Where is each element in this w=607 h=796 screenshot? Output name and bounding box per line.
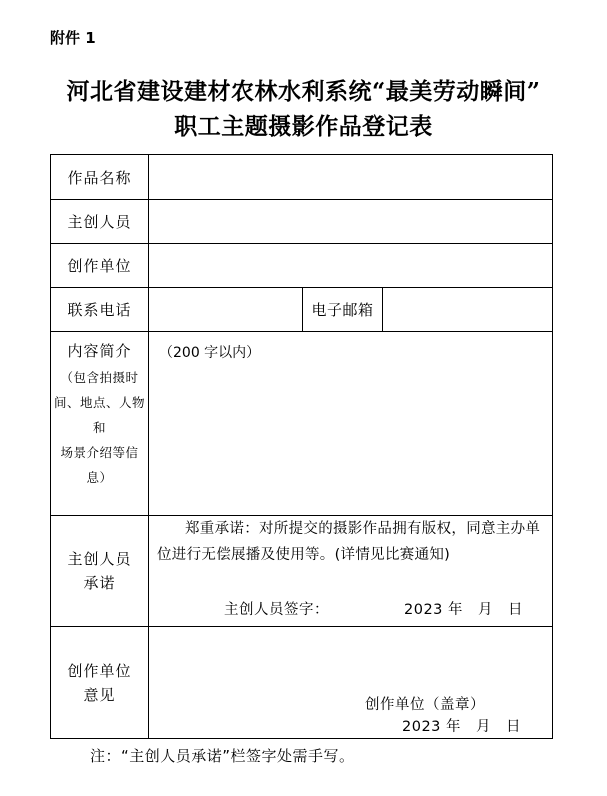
pledge-label-line1: 主创人员	[67, 550, 132, 568]
row-work-name	[51, 155, 553, 200]
row-pledge	[51, 516, 553, 627]
summary-hint-3: 场景介绍等信息）	[60, 445, 139, 485]
unit-seal-label: 创作单位（盖章）	[365, 697, 485, 713]
row-contact	[51, 288, 553, 332]
footnote: 注：“主创人员承诺”栏签字处需手写。	[90, 747, 355, 765]
row-creator	[51, 200, 553, 244]
work-name-label: 作品名称	[51, 155, 149, 200]
creator-label: 主创人员	[51, 200, 149, 244]
unit-opinion-field[interactable]	[149, 627, 553, 739]
work-name-field[interactable]	[149, 155, 553, 200]
summary-hint-2: 间、地点、人物和	[53, 395, 145, 435]
row-summary	[51, 332, 553, 516]
form-title-line2: 职工主题摄影作品登记表	[174, 113, 433, 140]
summary-hint-1: （包含拍摄时	[60, 370, 139, 385]
summary-placeholder: （200 字以内）	[159, 345, 261, 361]
pledge-cell	[149, 516, 553, 627]
pledge-text: 郑重承诺：对所提交的摄影作品拥有版权，同意主办单位进行无偿展播及使用等。(详情见比赛通知)	[157, 521, 541, 563]
unit-opinion-label-cell	[51, 627, 149, 739]
form-title-line1: 河北省建设建材农林水利系统“最美劳动瞬间”	[66, 78, 541, 105]
phone-field[interactable]	[149, 288, 303, 332]
row-unit-opinion	[51, 627, 553, 739]
summary-field[interactable]	[149, 332, 553, 516]
email-field[interactable]	[383, 288, 553, 332]
attachment-label: 附件 1	[50, 29, 96, 47]
summary-label-cell	[51, 332, 149, 516]
unit-opinion-label-line2: 意见	[83, 685, 116, 704]
creating-unit-label: 创作单位	[51, 244, 149, 288]
signature-date: 2023 年 月 日	[404, 602, 524, 618]
unit-opinion-label-line1: 创作单位	[67, 661, 132, 680]
summary-label: 内容简介	[67, 342, 132, 360]
creating-unit-field[interactable]	[149, 244, 553, 288]
email-label: 电子邮箱	[303, 288, 383, 332]
row-creating-unit	[51, 244, 553, 288]
unit-date: 2023 年 月 日	[402, 719, 522, 735]
signature-label: 主创人员签字：	[224, 602, 329, 618]
registration-form-table	[50, 154, 553, 739]
pledge-label-line2: 承诺	[83, 574, 116, 592]
phone-label: 联系电话	[51, 288, 149, 332]
pledge-label-cell	[51, 516, 149, 627]
creator-field[interactable]	[149, 200, 553, 244]
